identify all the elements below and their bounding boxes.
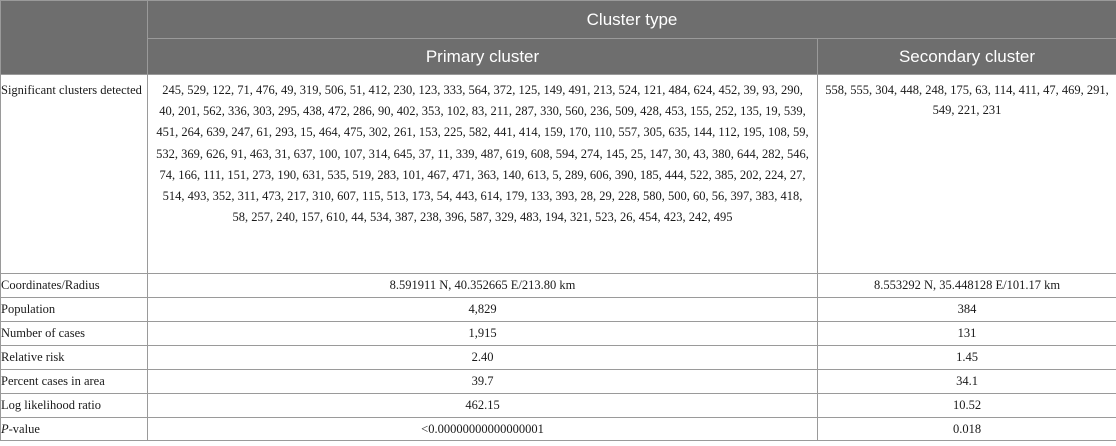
table-row bbox=[1, 418, 1116, 441]
table-row bbox=[1, 298, 1116, 322]
table-row bbox=[1, 346, 1116, 370]
secondary-value: 131 bbox=[818, 322, 1116, 346]
p-suffix: -value bbox=[8, 421, 40, 436]
row-label: Relative risk bbox=[1, 346, 148, 370]
secondary-value: 558, 555, 304, 448, 248, 175, 63, 114, 411, 47, 469, 291, 549, 221, 231 bbox=[818, 75, 1116, 274]
table-row bbox=[1, 394, 1116, 418]
secondary-value: 10.52 bbox=[818, 394, 1116, 418]
header-cluster-type: Cluster type bbox=[148, 1, 1116, 39]
primary-value: 462.15 bbox=[148, 394, 818, 418]
primary-value: 1,915 bbox=[148, 322, 818, 346]
header-primary-cluster: Primary cluster bbox=[148, 39, 818, 75]
secondary-value: 1.45 bbox=[818, 346, 1116, 370]
p-letter: P bbox=[1, 421, 9, 436]
secondary-value: 34.1 bbox=[818, 370, 1116, 394]
row-label: Population bbox=[1, 298, 148, 322]
primary-value: 245, 529, 122, 71, 476, 49, 319, 506, 51, 412, 230, 123, 333, 564, 372, 125, 149, 491, 213, 524, 121, 484, 624, 452, 39, 93, 290, 40, 201, 562, 336, 303, 295, 438, 472, 286, 90, 402, 353, 102, 83, 211, 287, 330, 560, 236, 509, 428, 453, 155, 252, 135, 19, 539, 451, 264, 639, 247, 61, 293, 15, 464, 475, 302, 261, 153, 225, 582, 441, 414, 159, 170, 110, 557, 305, 635, 144, 112, 195, 108, 59, 532, 369, 626, 91, 463, 31, 637, 100, 107, 314, 645, 37, 11, 339, 487, 619, 608, 594, 274, 145, 25, 147, 30, 43, 380, 644, 282, 546, 74, 166, 111, 151, 273, 190, 631, 535, 519, 283, 101, 467, 471, 363, 140, 613, 5, 289, 606, 390, 185, 444, 522, 385, 202, 224, 27, 514, 493, 352, 311, 473, 217, 310, 607, 115, 513, 173, 54, 443, 614, 179, 133, 393, 28, 29, 228, 580, 500, 60, 56, 397, 383, 418, 58, 257, 240, 157, 610, 44, 534, 387, 238, 396, 587, 329, 483, 194, 321, 523, 26, 454, 423, 242, 495 bbox=[148, 75, 818, 274]
row-label: Coordinates/Radius bbox=[1, 274, 148, 298]
row-label: Number of cases bbox=[1, 322, 148, 346]
primary-value: 4,829 bbox=[148, 298, 818, 322]
secondary-value: 8.553292 N, 35.448128 E/101.17 km bbox=[818, 274, 1116, 298]
primary-value: 8.591911 N, 40.352665 E/213.80 km bbox=[148, 274, 818, 298]
table-row bbox=[1, 322, 1116, 346]
header-corner bbox=[1, 1, 148, 75]
secondary-value: 0.018 bbox=[818, 418, 1116, 441]
row-label: Significant clusters detected bbox=[1, 75, 148, 274]
header-secondary-cluster: Secondary cluster bbox=[818, 39, 1116, 75]
row-label: Percent cases in area bbox=[1, 370, 148, 394]
primary-value: 39.7 bbox=[148, 370, 818, 394]
row-label bbox=[1, 418, 148, 441]
primary-value: 2.40 bbox=[148, 346, 818, 370]
row-label: Log likelihood ratio bbox=[1, 394, 148, 418]
primary-value: <0.00000000000000001 bbox=[148, 418, 818, 441]
table-row bbox=[1, 75, 1116, 274]
table-row bbox=[1, 274, 1116, 298]
secondary-value: 384 bbox=[818, 298, 1116, 322]
table-row bbox=[1, 370, 1116, 394]
